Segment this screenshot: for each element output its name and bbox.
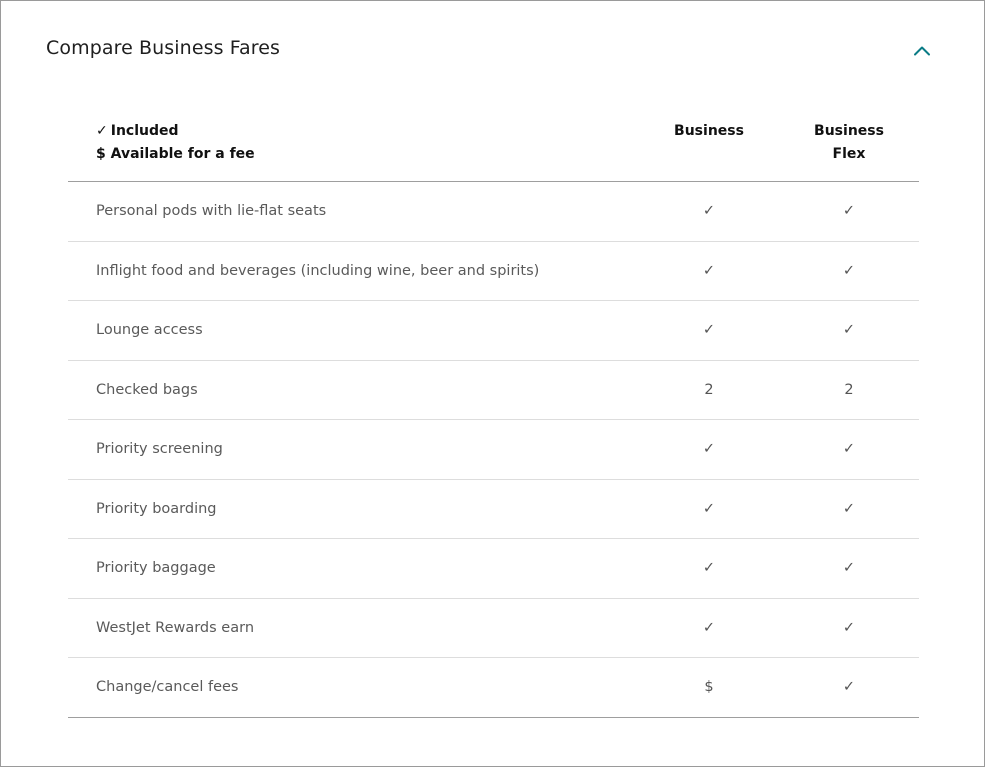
table-row xyxy=(68,301,919,361)
table-row xyxy=(68,539,919,599)
business-flex-value: 2 xyxy=(844,381,854,398)
business-flex-value: ✓ xyxy=(842,203,856,220)
table-row xyxy=(68,182,919,242)
business-value: ✓ xyxy=(702,203,716,220)
business-value: 2 xyxy=(704,381,714,398)
feature-label: Checked bags xyxy=(96,381,198,398)
table-row xyxy=(68,658,919,718)
business-flex-value: ✓ xyxy=(842,262,856,279)
feature-label: Change/cancel fees xyxy=(96,679,239,696)
table-body xyxy=(68,182,919,718)
feature-label: WestJet Rewards earn xyxy=(96,619,255,636)
business-value: ✓ xyxy=(702,500,716,517)
column-header-flex-line1: Business xyxy=(814,123,884,139)
business-flex-value: ✓ xyxy=(842,500,856,517)
table-row xyxy=(68,480,919,540)
business-value: ✓ xyxy=(702,441,716,458)
business-flex-value: ✓ xyxy=(842,441,856,458)
feature-label: Priority baggage xyxy=(96,560,216,577)
legend-fee: $ Available for a fee xyxy=(96,146,255,162)
business-flex-value: ✓ xyxy=(842,619,856,636)
column-header-flex-line2: Flex xyxy=(832,146,866,162)
business-value: ✓ xyxy=(702,560,716,577)
legend-included-label: Included xyxy=(110,123,179,139)
check-icon: ✓ xyxy=(96,123,108,139)
feature-label: Personal pods with lie-flat seats xyxy=(96,203,327,220)
table-row xyxy=(68,420,919,480)
table-row xyxy=(68,599,919,659)
feature-label: Priority screening xyxy=(96,441,223,458)
business-value: ✓ xyxy=(702,619,716,636)
column-header-business xyxy=(649,120,769,143)
feature-label: Lounge access xyxy=(96,322,203,339)
column-header-business-flex xyxy=(808,120,890,166)
collapse-toggle-button[interactable] xyxy=(909,39,935,61)
business-flex-value: ✓ xyxy=(842,560,856,577)
table-row xyxy=(68,361,919,421)
business-flex-value: ✓ xyxy=(842,322,856,339)
chevron-up-icon xyxy=(913,45,931,56)
feature-label: Priority boarding xyxy=(96,500,217,517)
legend xyxy=(96,120,255,166)
fare-comparison-table xyxy=(68,111,919,718)
section-title: Compare Business Fares xyxy=(46,37,281,59)
column-header-business-label: Business xyxy=(674,123,744,139)
business-value: ✓ xyxy=(702,322,716,339)
table-header xyxy=(68,111,919,182)
business-value: $ xyxy=(704,679,714,696)
business-value: ✓ xyxy=(702,262,716,279)
table-row xyxy=(68,242,919,302)
feature-label: Inflight food and beverages (including wine, beer and spirits) xyxy=(96,262,540,279)
legend-included xyxy=(96,120,255,143)
business-flex-value: ✓ xyxy=(842,679,856,696)
